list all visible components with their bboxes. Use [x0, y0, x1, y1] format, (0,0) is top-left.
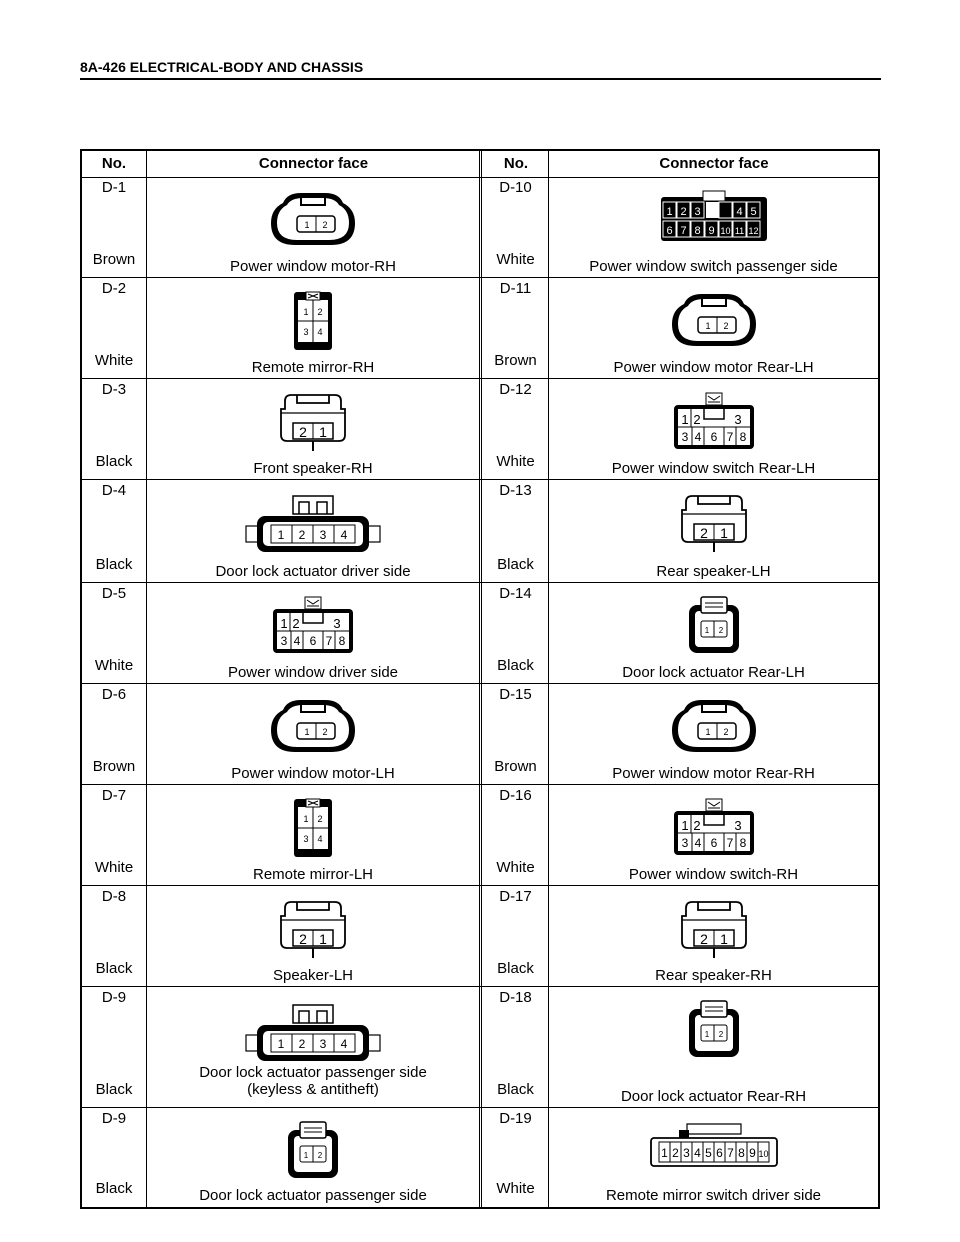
- pin-label: 1: [680, 412, 689, 427]
- table-row: [82, 480, 878, 583]
- pin-label: 2: [298, 1037, 306, 1051]
- pin-label: 2: [322, 727, 328, 737]
- pin-label: 4: [340, 528, 348, 542]
- table-row: [82, 886, 878, 987]
- pin-label: 4: [735, 206, 743, 218]
- pin-label: 7: [679, 225, 687, 237]
- connector-color: White: [496, 859, 535, 876]
- small-2pin-connector-icon: [284, 1120, 342, 1182]
- connector-face-cell: [147, 278, 479, 379]
- pin-label: 3: [303, 327, 309, 337]
- connector-label: [147, 563, 479, 580]
- pin-label: 6: [715, 1146, 723, 1160]
- connector-face-cell: [549, 886, 878, 987]
- pin-label: 2: [317, 1151, 323, 1160]
- page-header: [80, 58, 881, 80]
- pin-label: 3: [693, 206, 701, 218]
- pin-label: 9: [707, 225, 715, 237]
- connector-name: Door lock actuator driver side: [215, 563, 411, 580]
- table-row: [82, 278, 878, 379]
- connector-face-cell: [549, 480, 878, 583]
- pin-label: 1: [319, 424, 327, 440]
- pin-label: 1: [277, 528, 285, 542]
- switch-8pin-connector-icon: [672, 391, 756, 451]
- pin-label: 1: [303, 307, 309, 317]
- connector-color: Brown: [494, 352, 537, 369]
- connector-face-cell: [147, 785, 479, 886]
- pin-label: 2: [692, 412, 701, 427]
- connector-color: Black: [497, 556, 534, 573]
- pin-label: 2: [722, 321, 729, 331]
- pin-label: 4: [694, 430, 701, 444]
- pin-label: 3: [280, 634, 288, 648]
- connector-name: Rear speaker-LH: [656, 563, 771, 580]
- pin-label: 3: [319, 528, 327, 542]
- pin-label: 3: [733, 818, 742, 833]
- pin-label: 2: [292, 616, 300, 631]
- connector-face-cell: [147, 886, 479, 987]
- pin-label: 2: [699, 931, 708, 947]
- connector-name: Power window motor-RH: [230, 258, 396, 275]
- connector-label: [549, 563, 878, 580]
- connector-number: D-9: [101, 989, 127, 1006]
- connector-diagram: [672, 391, 756, 456]
- connector-name: Door lock actuator Rear-RH: [620, 1088, 807, 1105]
- connector-face-cell: [147, 987, 479, 1108]
- pin-label: 2: [722, 727, 729, 737]
- switch-8pin-connector-icon: [271, 595, 355, 655]
- pin-label: 6: [309, 634, 317, 648]
- lock-4pin-connector-icon: [243, 1001, 383, 1063]
- pin-label: 10: [757, 1149, 769, 1159]
- connector-diagram: [269, 189, 357, 254]
- pin-label: 1: [303, 814, 309, 824]
- pin-label: 1: [680, 818, 689, 833]
- table-row: [82, 785, 878, 886]
- connector-color: White: [94, 657, 134, 674]
- pin-label: 1: [704, 727, 711, 737]
- connector-number: D-18: [499, 989, 532, 1006]
- motor-2pin-connector-icon: [670, 696, 758, 756]
- connector-name: Power window motor Rear-LH: [613, 359, 814, 376]
- connector-name: Remote mirror-RH: [251, 359, 375, 376]
- connector-number: D-10: [499, 179, 532, 196]
- connector-label: [549, 967, 878, 984]
- connector-number: D-17: [499, 888, 532, 905]
- connector-number: D-15: [499, 686, 532, 703]
- pin-label: 1: [277, 1037, 285, 1051]
- connector-table: [80, 149, 880, 1209]
- connector-color: White: [94, 859, 134, 876]
- pin-label: 1: [719, 931, 728, 947]
- connector-face-cell: [549, 583, 878, 684]
- connector-diagram: [685, 999, 743, 1066]
- pin-label: 3: [333, 616, 341, 631]
- connector-name: Power window motor-LH: [231, 765, 395, 782]
- connector-diagram: [277, 391, 349, 458]
- connector-number: D-9: [101, 1110, 127, 1127]
- pin-label: 8: [739, 430, 746, 444]
- connector-label: [549, 460, 878, 477]
- pin-label: 3: [682, 1146, 690, 1160]
- connector-diagram: [243, 492, 383, 559]
- connector-label: [147, 866, 479, 883]
- connector-diagram: [670, 696, 758, 761]
- pin-label: 2: [299, 931, 307, 947]
- mirror-4pin-connector-icon: [290, 795, 336, 861]
- connector-name: Remote mirror switch driver side: [605, 1187, 822, 1204]
- pin-label: 6: [665, 225, 673, 237]
- pin-label: 4: [694, 836, 701, 850]
- connector-color: Black: [95, 1180, 133, 1197]
- connector-color: Black: [95, 1081, 133, 1098]
- pin-label: 2: [671, 1146, 679, 1160]
- connector-face-cell: [549, 785, 878, 886]
- connector-color: Brown: [92, 251, 136, 268]
- connector-color: Black: [497, 960, 534, 977]
- connector-name: Remote mirror-LH: [252, 866, 373, 883]
- connector-face-cell: [549, 987, 878, 1108]
- connector-name: Power window motor Rear-RH: [612, 765, 815, 782]
- connector-face-cell: [549, 177, 878, 278]
- connector-number: D-13: [499, 482, 532, 499]
- pin-label: 1: [719, 525, 728, 541]
- connector-name: Door lock actuator passenger side: [199, 1187, 427, 1204]
- pin-label: 8: [338, 634, 346, 648]
- connector-diagram: [271, 595, 355, 660]
- pin-label: 2: [692, 818, 701, 833]
- connector-name: Power window switch-RH: [628, 866, 799, 883]
- connector-label: [147, 460, 479, 477]
- pin-label: 7: [726, 430, 733, 444]
- connector-color: Brown: [92, 758, 136, 775]
- pin-label: 7: [726, 836, 733, 850]
- pin-label: 1: [660, 1146, 668, 1160]
- table-row: [82, 684, 878, 785]
- connector-diagram: [659, 189, 769, 248]
- connector-number: D-5: [101, 585, 127, 602]
- pin-label: 1: [304, 727, 310, 737]
- connector-number: D-4: [101, 482, 127, 499]
- connector-diagram: [290, 288, 336, 359]
- connector-color: Brown: [494, 758, 537, 775]
- connector-label: [147, 664, 479, 681]
- table-row: [82, 379, 878, 480]
- connector-label: [147, 1064, 479, 1098]
- pin-label: 3: [681, 430, 688, 444]
- connector-color: Black: [497, 1081, 534, 1098]
- pin-label: 2: [718, 626, 723, 635]
- speaker-2pin-connector-icon: [678, 492, 750, 554]
- connector-name: Front speaker-RH: [253, 460, 373, 477]
- connector-number: D-19: [499, 1110, 532, 1127]
- pin-label: 5: [749, 206, 757, 218]
- mirror-10pin-connector-icon: [649, 1120, 779, 1170]
- connector-number: D-11: [499, 280, 532, 297]
- connector-face-cell: [147, 177, 479, 278]
- connector-color: White: [94, 352, 134, 369]
- connector-color: White: [496, 251, 535, 268]
- connector-diagram: [670, 290, 758, 355]
- pin-label: 1: [704, 1030, 709, 1039]
- pin-label: 2: [718, 1030, 723, 1039]
- pin-label: 1: [304, 220, 310, 230]
- pin-label: 1: [704, 626, 709, 635]
- pin-label: 6: [710, 430, 717, 444]
- connector-name: Power window driver side: [227, 664, 399, 681]
- pin-label: 3: [303, 834, 309, 844]
- pin-label: 4: [293, 634, 301, 648]
- lock-4pin-connector-icon: [243, 492, 383, 554]
- pin-label: 4: [317, 834, 323, 844]
- pin-label: 7: [726, 1146, 734, 1160]
- connector-face-cell: [147, 583, 479, 684]
- connector-label: [549, 765, 878, 782]
- motor-2pin-connector-icon: [269, 696, 357, 756]
- connector-diagram: [649, 1120, 779, 1175]
- connector-face-cell: [147, 684, 479, 785]
- mirror-4pin-connector-icon: [290, 288, 336, 354]
- connector-label: [549, 258, 878, 275]
- connector-diagram: [290, 795, 336, 866]
- connector-number: D-12: [499, 381, 532, 398]
- connector-label: [549, 664, 878, 681]
- connector-label: [147, 1187, 479, 1204]
- pin-label: 1: [704, 321, 711, 331]
- pin-label: 2: [699, 525, 708, 541]
- connector-face-cell: [147, 1108, 479, 1207]
- pin-label: 6: [710, 836, 717, 850]
- pin-label: 8: [737, 1146, 745, 1160]
- connector-color: White: [496, 453, 535, 470]
- connector-color: Black: [95, 453, 133, 470]
- connector-name: Power window switch Rear-LH: [611, 460, 816, 477]
- pin-label: 4: [693, 1146, 701, 1160]
- connector-face-cell: [549, 278, 878, 379]
- pin-label: 1: [303, 1151, 309, 1160]
- pin-label: 4: [317, 327, 323, 337]
- pin-label: 3: [319, 1037, 327, 1051]
- pin-label: 2: [679, 206, 687, 218]
- pin-label: 12: [747, 226, 759, 236]
- connector-number: D-14: [499, 585, 532, 602]
- connector-name: Rear speaker-RH: [655, 967, 772, 984]
- speaker-2pin-connector-icon: [678, 898, 750, 960]
- header-no-left: No.: [101, 155, 127, 172]
- connector-label: [147, 359, 479, 376]
- pin-label: 1: [319, 931, 327, 947]
- pin-label: 1: [280, 616, 288, 631]
- connector-face-cell: [147, 480, 479, 583]
- connector-color: Black: [95, 556, 133, 573]
- connector-label: [549, 1187, 878, 1204]
- table-row: [82, 583, 878, 684]
- connector-name: Door lock actuator passenger side: [199, 1064, 427, 1081]
- pin-label: 10: [719, 226, 731, 236]
- pin-label: 8: [739, 836, 746, 850]
- pin-label: 8: [693, 225, 701, 237]
- small-2pin-connector-icon: [685, 595, 743, 657]
- table-row: [82, 1108, 878, 1207]
- motor-2pin-connector-icon: [269, 189, 357, 249]
- connector-face-cell: [549, 684, 878, 785]
- connector-number: D-1: [101, 179, 127, 196]
- connector-diagram: [243, 1001, 383, 1068]
- connector-number: D-3: [101, 381, 127, 398]
- connector-color: Black: [95, 960, 133, 977]
- connector-face-cell: [147, 379, 479, 480]
- connector-label: [147, 967, 479, 984]
- speaker-2pin-connector-icon: [277, 391, 349, 453]
- pin-label: 1: [665, 206, 673, 218]
- pin-label: 3: [681, 836, 688, 850]
- connector-name: Power window switch passenger side: [589, 258, 838, 275]
- header-face-left: Connector face: [258, 155, 369, 172]
- connector-face-cell: [549, 1108, 878, 1207]
- connector-label: [147, 765, 479, 782]
- connector-label: [549, 359, 878, 376]
- connector-label: [147, 258, 479, 275]
- connector-diagram: [672, 797, 756, 862]
- pin-label: 5: [704, 1146, 712, 1160]
- connector-color: Black: [497, 657, 534, 674]
- small-2pin-connector-icon: [685, 999, 743, 1061]
- connector-diagram: [269, 696, 357, 761]
- connector-name-note: (keyless & antitheft): [247, 1081, 379, 1098]
- connector-number: D-7: [101, 787, 127, 804]
- connector-number: D-6: [101, 686, 127, 703]
- speaker-2pin-connector-icon: [277, 898, 349, 960]
- pin-label: 11: [734, 226, 744, 236]
- connector-diagram: [277, 898, 349, 965]
- header-face-right: Connector face: [659, 155, 769, 172]
- connector-color: White: [496, 1180, 535, 1197]
- motor-2pin-connector-icon: [670, 290, 758, 350]
- pin-label: 2: [299, 424, 307, 440]
- connector-diagram: [678, 898, 750, 965]
- connector-number: D-8: [101, 888, 127, 905]
- pin-label: 3: [733, 412, 742, 427]
- table-row: [82, 177, 878, 278]
- pin-label: 2: [298, 528, 306, 542]
- connector-name: Speaker-LH: [272, 967, 354, 984]
- connector-label: [549, 866, 878, 883]
- pin-label: 9: [748, 1146, 756, 1160]
- connector-name: Door lock actuator Rear-LH: [622, 664, 805, 681]
- connector-diagram: [284, 1120, 342, 1187]
- connector-face-cell: [549, 379, 878, 480]
- switch-8pin-connector-icon: [672, 797, 756, 857]
- connector-diagram: [685, 595, 743, 662]
- connector-number: D-2: [101, 280, 127, 297]
- pin-label: 4: [340, 1037, 348, 1051]
- header-no-right: No.: [503, 155, 529, 172]
- pin-label: 2: [317, 307, 323, 317]
- connector-number: D-16: [499, 787, 532, 804]
- pin-label: 2: [317, 814, 323, 824]
- page-header-text: 8A-426 ELECTRICAL-BODY AND CHASSIS: [80, 59, 364, 75]
- connector-label: [549, 1088, 878, 1105]
- pin-label: 2: [322, 220, 328, 230]
- pin-label: 7: [325, 634, 333, 648]
- table-row: [82, 987, 878, 1108]
- switch-12pin-connector-icon: [659, 189, 769, 243]
- connector-diagram: [678, 492, 750, 559]
